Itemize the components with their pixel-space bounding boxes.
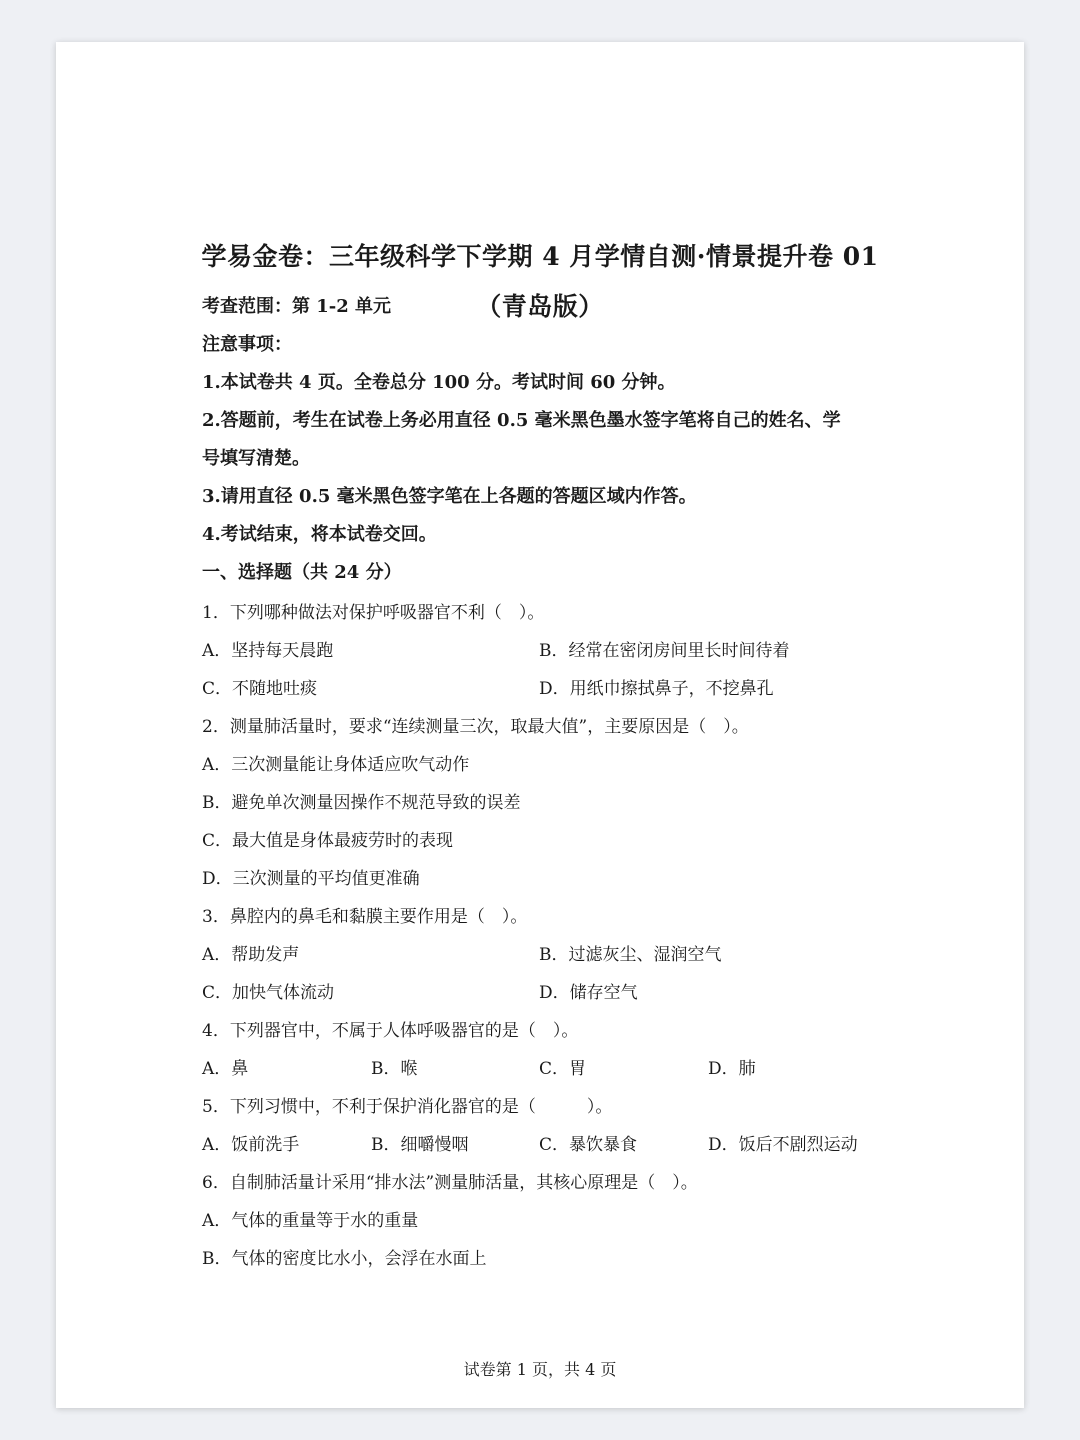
notice-item: 1.本试卷共 4 页。全卷总分 100 分。考试时间 60 分钟。	[202, 372, 676, 393]
option: A．气体的重量等于水的重量	[202, 1211, 419, 1231]
page-footer: 试卷第 1 页，共 4 页	[463, 1360, 617, 1379]
option: B．过滤灰尘、湿润空气	[539, 945, 722, 965]
option: D．三次测量的平均值更准确	[202, 869, 420, 889]
option: A．坚持每天晨跑	[202, 641, 334, 661]
option: D．肺	[708, 1059, 756, 1079]
option: A．帮助发声	[202, 945, 300, 965]
option: D．用纸巾擦拭鼻子，不挖鼻孔	[539, 679, 774, 699]
exam-edition: （青岛版）	[476, 292, 604, 321]
option: A．三次测量能让身体适应吹气动作	[202, 755, 470, 775]
option: B．细嚼慢咽	[371, 1135, 469, 1155]
notice-heading: 注意事项：	[202, 334, 292, 355]
question-stem: 2．测量肺活量时，要求“连续测量三次，取最大值”，主要原因是（ ）。	[202, 717, 749, 737]
section-heading: 一、选择题（共 24 分）	[202, 562, 402, 583]
option: D．饭后不剧烈运动	[708, 1135, 858, 1155]
exam-scope: 考查范围：第 1-2 单元	[202, 296, 392, 317]
option: C．胃	[539, 1059, 587, 1079]
option: C．加快气体流动	[202, 983, 335, 1003]
notice-item: 3.请用直径 0.5 毫米黑色签字笔在上各题的答题区域内作答。	[202, 486, 697, 507]
notice-item: 4.考试结束，将本试卷交回。	[202, 524, 437, 545]
question-stem: 4．下列器官中，不属于人体呼吸器官的是（ ）。	[202, 1021, 579, 1041]
option: B．避免单次测量因操作不规范导致的误差	[202, 793, 521, 813]
question-stem: 5．下列习惯中，不利于保护消化器官的是（ ）。	[202, 1097, 613, 1117]
notice-item: 2.答题前，考生在试卷上务必用直径 0.5 毫米黑色墨水签字笔将自己的姓名、学	[202, 410, 841, 431]
option: A．饭前洗手	[202, 1135, 300, 1155]
exam-page	[56, 42, 1024, 1408]
option: C．不随地吐痰	[202, 679, 318, 699]
option: B．喉	[371, 1059, 418, 1079]
question-stem: 6．自制肺活量计采用“排水法”测量肺活量，其核心原理是（ ）。	[202, 1173, 698, 1193]
notice-item: 号填写清楚。	[202, 448, 310, 469]
option: D．储存空气	[539, 983, 638, 1003]
exam-title: 学易金卷：三年级科学下学期 4 月学情自测·情景提升卷 01	[201, 242, 879, 271]
question-stem: 3．鼻腔内的鼻毛和黏膜主要作用是（ ）。	[202, 907, 528, 927]
option: C．暴饮暴食	[539, 1135, 638, 1155]
option: A．鼻	[202, 1059, 249, 1079]
option: B．气体的密度比水小，会浮在水面上	[202, 1249, 487, 1269]
option: B．经常在密闭房间里长时间待着	[539, 641, 790, 661]
question-stem: 1．下列哪种做法对保护呼吸器官不利（ ）。	[202, 603, 545, 623]
option: C．最大值是身体最疲劳时的表现	[202, 831, 454, 851]
